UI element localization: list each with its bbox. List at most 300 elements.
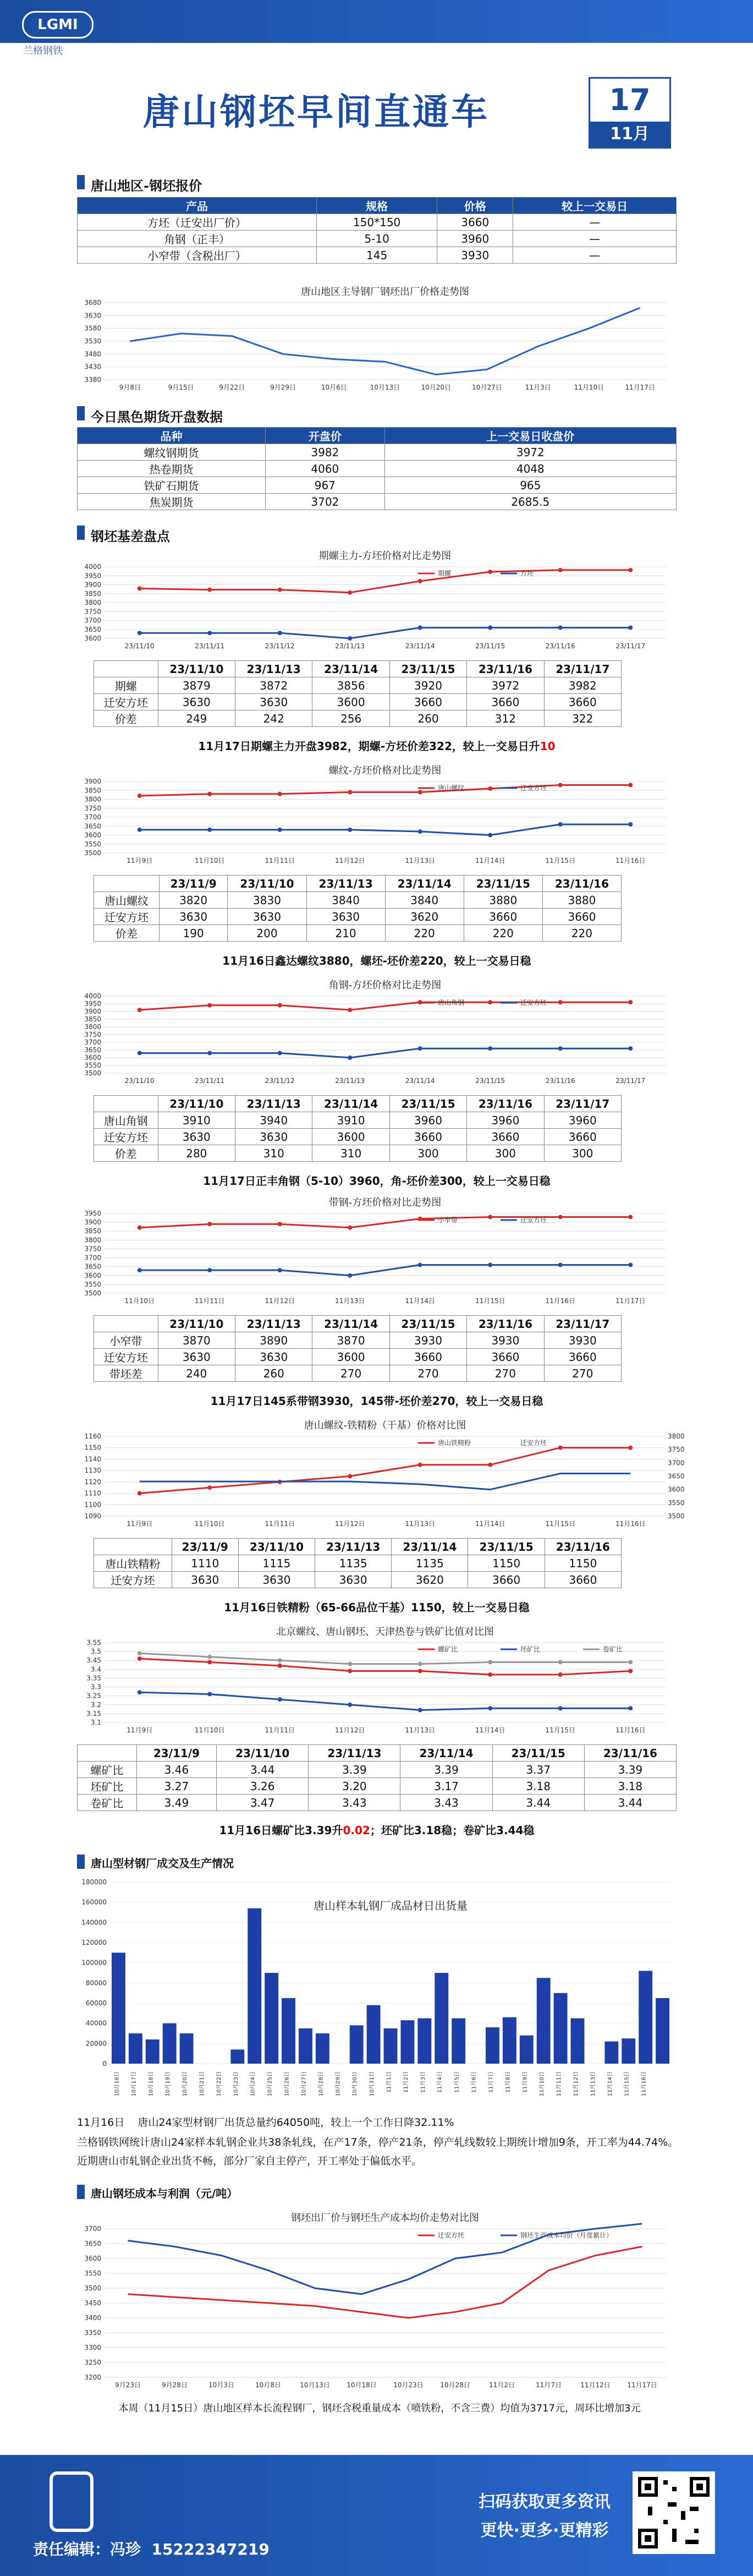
chart-svg bbox=[72, 545, 682, 655]
data-point bbox=[628, 783, 633, 787]
data-point bbox=[278, 1697, 282, 1702]
x-tick-label: 11月14日 bbox=[405, 1297, 436, 1305]
x-tick-label: 11月13日 bbox=[405, 1726, 436, 1734]
x-tick-label: 11月12日 bbox=[265, 1297, 295, 1305]
data-point bbox=[207, 1692, 212, 1696]
x-tick-label: 11月12日 bbox=[573, 2071, 579, 2097]
data-point bbox=[138, 794, 142, 798]
data-point bbox=[138, 828, 142, 832]
y-tick-label: 1150 bbox=[84, 1443, 101, 1452]
x-tick-label: 11月14日 bbox=[475, 1726, 505, 1734]
bar bbox=[248, 1908, 261, 2064]
x-tick-label: 11月14日 bbox=[475, 857, 505, 865]
chart-rebar-futures-vs-billet bbox=[72, 545, 682, 655]
x-tick-label: 10月13日 bbox=[300, 2381, 330, 2389]
y-tick-label: 3430 bbox=[84, 363, 101, 371]
data-point bbox=[138, 1690, 142, 1694]
x-tick-label: 10月27日 bbox=[472, 384, 502, 391]
x-tick-label: 10月23日 bbox=[393, 2381, 424, 2389]
x-tick-label: 11月12日 bbox=[334, 1726, 365, 1734]
x-tick-label: 9月15日 bbox=[168, 384, 194, 391]
logo: LGMI bbox=[22, 11, 94, 39]
series-line bbox=[140, 1659, 631, 1675]
legend-label: 迁安方坯 bbox=[520, 1439, 547, 1447]
y-tick-label: 180000 bbox=[81, 1878, 107, 1886]
section-marker bbox=[77, 1855, 85, 1869]
y-tick-label: 1140 bbox=[84, 1455, 101, 1463]
bar bbox=[554, 1993, 568, 2064]
legend-label: 小窄带 bbox=[438, 1216, 458, 1224]
chart-title: 角钢-方坯价格对比走势图 bbox=[328, 980, 442, 991]
x-tick-label: 11月16日 bbox=[641, 2071, 647, 2097]
date-day: 17 bbox=[609, 83, 651, 117]
data-point bbox=[558, 783, 563, 787]
y-tick-label: 3750 bbox=[84, 608, 101, 616]
data-point bbox=[418, 790, 422, 795]
data-point bbox=[278, 828, 282, 832]
chart-shipments bbox=[72, 1871, 682, 2108]
data-point bbox=[628, 1000, 633, 1004]
chart-title: 螺纹-方坯价格对比走势图 bbox=[328, 765, 442, 776]
y-tick-label: 3750 bbox=[84, 1031, 101, 1038]
x-tick-label: 11月6日 bbox=[471, 2071, 477, 2093]
data-point bbox=[628, 568, 633, 572]
bar bbox=[503, 2017, 516, 2064]
bar bbox=[571, 2019, 585, 2064]
bar bbox=[282, 1998, 295, 2064]
data-point bbox=[348, 1669, 352, 1673]
y-tick-label: 3700 bbox=[84, 1254, 101, 1262]
chart-title: 唐山样本轧钢厂成品材日出货量 bbox=[314, 1899, 468, 1912]
y-tick-label: 3800 bbox=[84, 795, 101, 803]
data-point bbox=[348, 636, 352, 641]
y-tick-label: 3380 bbox=[84, 376, 101, 384]
data-point bbox=[558, 1672, 563, 1677]
section-title-shipments: 唐山型材钢厂成交及生产情况 bbox=[91, 1857, 234, 1870]
series-line bbox=[140, 1002, 631, 1010]
x-tick-label: 10月3日 bbox=[208, 2381, 234, 2389]
data-point bbox=[138, 1656, 142, 1661]
data-point bbox=[418, 1463, 422, 1467]
y-tick-label: 3650 bbox=[84, 1262, 101, 1271]
x-tick-label: 9月8日 bbox=[119, 384, 141, 391]
data-point bbox=[418, 1669, 422, 1673]
section-title-billet-quotes: 唐山地区-钢坯报价 bbox=[91, 178, 202, 194]
x-tick-label: 11月10日 bbox=[539, 2071, 546, 2097]
x-tick-label: 23/11/12 bbox=[265, 1077, 295, 1085]
section-title-basis: 钢坯基差盘点 bbox=[91, 529, 170, 544]
y-tick-label: 3650 bbox=[84, 2240, 101, 2247]
y-tick-label: 0 bbox=[102, 2060, 107, 2068]
x-tick-label: 11月15日 bbox=[545, 857, 576, 865]
x-tick-label: 23/11/11 bbox=[195, 1077, 225, 1085]
legend-label: 唐山角钢 bbox=[438, 999, 465, 1007]
y-tick-label: 3500 bbox=[84, 1289, 101, 1297]
x-tick-label: 11月10日 bbox=[194, 1520, 225, 1528]
y-tick-label: 3.45 bbox=[86, 1656, 101, 1665]
data-point bbox=[418, 1046, 422, 1051]
y-tick-label: 3480 bbox=[84, 350, 101, 358]
x-tick-label: 11月11日 bbox=[265, 1520, 295, 1528]
y-tick-label: 3800 bbox=[84, 1236, 101, 1244]
y-tick-label: 100000 bbox=[81, 1959, 107, 1967]
bar bbox=[163, 2023, 177, 2064]
y-tick-label: 3.2 bbox=[90, 1700, 101, 1709]
y-tick-label: 3200 bbox=[84, 2373, 101, 2381]
x-tick-label: 23/11/15 bbox=[475, 1077, 505, 1085]
x-tick-label: 10月23日 bbox=[233, 2071, 239, 2097]
x-tick-label: 11月12日 bbox=[580, 2381, 611, 2389]
x-tick-label: 11月2日 bbox=[489, 2381, 515, 2389]
chart-title: 钢坯出厂价与钢坯生产成本均价走势对比图 bbox=[291, 2212, 479, 2224]
data-point bbox=[488, 1215, 492, 1219]
data-point bbox=[628, 626, 633, 630]
data-point bbox=[558, 822, 563, 827]
y-tick-label: 3.25 bbox=[86, 1692, 101, 1700]
y2-tick-label: 3600 bbox=[668, 1485, 685, 1494]
x-tick-label: 11月11日 bbox=[556, 2071, 563, 2097]
y-tick-label: 3350 bbox=[84, 2329, 101, 2337]
data-point bbox=[138, 586, 142, 590]
y-tick-label: 160000 bbox=[81, 1898, 107, 1906]
x-tick-label: 11月13日 bbox=[405, 857, 436, 865]
y-tick-label: 3950 bbox=[84, 1210, 101, 1217]
x-tick-label: 9月23日 bbox=[115, 2381, 141, 2389]
chart-ratio-compare bbox=[72, 1621, 682, 1739]
data-point bbox=[207, 1655, 212, 1659]
y-tick-label: 3800 bbox=[84, 1023, 101, 1031]
x-tick-label: 10月18日 bbox=[148, 2071, 155, 2097]
legend-label: 迁安方坯 bbox=[520, 999, 547, 1007]
y-tick-label: 3850 bbox=[84, 1015, 101, 1023]
y-tick-label: 1100 bbox=[84, 1501, 101, 1509]
data-point bbox=[348, 790, 352, 795]
y2-tick-label: 3700 bbox=[668, 1459, 685, 1467]
y-tick-label: 3550 bbox=[84, 1062, 101, 1069]
bar bbox=[435, 1973, 448, 2064]
section-marker bbox=[77, 526, 85, 540]
data-point bbox=[348, 828, 352, 832]
legend-label: 期螺 bbox=[438, 570, 452, 577]
bar bbox=[350, 2025, 364, 2064]
chart-svg bbox=[72, 286, 682, 396]
y2-tick-label: 3500 bbox=[668, 1512, 685, 1520]
x-tick-label: 11月11日 bbox=[194, 1297, 225, 1305]
data-point bbox=[348, 1226, 352, 1230]
data-point bbox=[418, 579, 422, 583]
y-tick-label: 3680 bbox=[84, 299, 101, 307]
data-point bbox=[558, 1706, 563, 1710]
x-tick-label: 11月14日 bbox=[475, 1520, 505, 1528]
section-marker bbox=[77, 406, 85, 420]
y-tick-label: 3.15 bbox=[86, 1709, 101, 1718]
data-point bbox=[348, 590, 352, 595]
x-tick-label: 11月3日 bbox=[525, 384, 551, 391]
y-tick-label: 1110 bbox=[84, 1489, 101, 1497]
data-point bbox=[628, 1660, 633, 1664]
data-point bbox=[558, 1446, 563, 1450]
x-tick-label: 11月15日 bbox=[545, 1726, 576, 1734]
y-tick-label: 3750 bbox=[84, 804, 101, 812]
x-tick-label: 23/11/14 bbox=[405, 1077, 435, 1085]
x-tick-label: 11月17日 bbox=[615, 1297, 646, 1305]
table-ore-billet: 23/11/9 23/11/10 23/11/13 23/11/14 23/11/15 23/11/16 唐山铁精粉 1110 1115 1135 1135 1150 1150 迁安方坯 3630 3630 3630 3620 3660 3660 bbox=[94, 1538, 622, 1588]
x-tick-label: 10月21日 bbox=[199, 2071, 205, 2097]
legend-label: 迁安方坯 bbox=[520, 784, 547, 792]
x-tick-label: 11月10日 bbox=[124, 1297, 155, 1305]
y2-tick-label: 3750 bbox=[668, 1446, 685, 1454]
y-tick-label: 3250 bbox=[84, 2359, 101, 2366]
data-point bbox=[488, 786, 492, 791]
bar bbox=[180, 2033, 194, 2064]
y-tick-label: 3700 bbox=[84, 616, 101, 625]
data-point bbox=[138, 631, 142, 635]
table-rebar-billet: 23/11/9 23/11/10 23/11/13 23/11/14 23/11/15 23/11/16 唐山螺纹 3820 3830 3840 3840 3880 3880 迁安方坯 3630 3630 3630 3620 3660 3660 价差 190 200 210 220 220 220 bbox=[94, 875, 622, 942]
data-point bbox=[348, 1474, 352, 1479]
y-tick-label: 3850 bbox=[84, 1227, 101, 1235]
x-tick-label: 11月13日 bbox=[590, 2071, 596, 2097]
data-point bbox=[348, 1273, 352, 1278]
page-title: 唐山钢坯早间直通车 bbox=[143, 90, 490, 133]
data-point bbox=[207, 1222, 212, 1226]
y-tick-label: 3550 bbox=[84, 1280, 101, 1288]
data-point bbox=[278, 1664, 282, 1668]
billet-quote-table: 产品 规格 价格 较上一交易日 方坯（迁安出厂价） 150*150 3660 — 角钢（正丰） 5-10 3960 — 小窄带（含税出厂） 145 3930 — bbox=[77, 197, 677, 264]
x-tick-label: 10月19日 bbox=[165, 2071, 172, 2097]
legend-label: 螺矿比 bbox=[438, 1645, 458, 1653]
y2-tick-label: 3800 bbox=[668, 1432, 685, 1440]
x-tick-label: 11月16日 bbox=[615, 1726, 646, 1734]
bar bbox=[622, 2038, 635, 2064]
y-tick-label: 3850 bbox=[84, 589, 101, 598]
y-tick-label: 3550 bbox=[84, 840, 101, 848]
x-tick-label: 10月6日 bbox=[321, 384, 347, 391]
y-tick-label: 3900 bbox=[84, 1008, 101, 1015]
bar bbox=[537, 1978, 551, 2064]
shipment-summary: 11月16日 唐山24家型材钢厂出货总量约64050吨，较上一个工作日降32.11% bbox=[77, 2116, 454, 2129]
data-point bbox=[138, 1268, 142, 1272]
data-point bbox=[207, 631, 212, 635]
section-title-futures: 今日黑色期货开盘数据 bbox=[91, 409, 223, 425]
chart-angle-vs-billet bbox=[72, 974, 682, 1090]
x-tick-label: 23/11/16 bbox=[545, 642, 575, 650]
chart-billet-price-trend bbox=[72, 286, 682, 396]
x-tick-label: 11月16日 bbox=[545, 1297, 576, 1305]
y2-tick-label: 3550 bbox=[668, 1498, 685, 1507]
bar bbox=[656, 1998, 669, 2064]
x-tick-label: 11月17日 bbox=[625, 384, 655, 391]
x-tick-label: 10月20日 bbox=[182, 2071, 189, 2097]
series-line bbox=[128, 2246, 642, 2318]
x-tick-label: 11月10日 bbox=[194, 857, 225, 865]
x-tick-label: 11月4日 bbox=[437, 2071, 443, 2093]
legend-label: 唐山铁精粉 bbox=[438, 1439, 471, 1447]
x-tick-label: 11月12日 bbox=[334, 1520, 365, 1528]
x-tick-label: 11月11日 bbox=[265, 1726, 295, 1734]
y-tick-label: 3500 bbox=[84, 2284, 101, 2292]
table-ratios: 23/11/9 23/11/10 23/11/13 23/11/14 23/11/15 23/11/16 螺矿比 3.46 3.44 3.39 3.39 3.37 3.39 坯矿比 3.27 3.26 3.20 3.17 3.18 3.18 卷矿比 3.49 3.47 3.43 3.43 3.44 3.44 bbox=[77, 1744, 677, 1811]
series-line bbox=[140, 1692, 631, 1710]
y-tick-label: 3900 bbox=[84, 1218, 101, 1227]
y-tick-label: 3550 bbox=[84, 2269, 101, 2277]
x-tick-label: 11月9日 bbox=[127, 1726, 153, 1734]
data-point bbox=[278, 792, 282, 796]
x-tick-label: 23/11/14 bbox=[405, 642, 435, 650]
x-tick-label: 11月10日 bbox=[194, 1726, 225, 1734]
note-ratios: 11月16日螺矿比3.39升0.02；坯矿比3.18稳；卷矿比3.44稳 bbox=[219, 1824, 535, 1837]
x-tick-label: 11月16日 bbox=[615, 857, 646, 865]
bar bbox=[299, 2028, 312, 2064]
note-rebar-billet: 11月16日鑫达螺纹3880，螺坯-坯价差220，较上一交易日稳 bbox=[222, 954, 531, 967]
y-tick-label: 1120 bbox=[84, 1478, 101, 1486]
y-tick-label: 1160 bbox=[84, 1432, 101, 1440]
y-tick-label: 3650 bbox=[84, 822, 101, 830]
x-tick-label: 23/11/13 bbox=[335, 1077, 365, 1085]
chart-svg bbox=[72, 974, 682, 1090]
x-tick-label: 23/11/17 bbox=[615, 642, 646, 650]
y-tick-label: 3300 bbox=[84, 2344, 101, 2351]
data-point bbox=[418, 829, 422, 834]
bar bbox=[112, 1952, 125, 2064]
data-point bbox=[138, 1226, 142, 1230]
data-point bbox=[558, 1046, 563, 1051]
data-point bbox=[207, 1268, 212, 1272]
note-ore: 11月16日铁精粉（65-66品位干基）1150，较上一交易日稳 bbox=[224, 1601, 530, 1614]
x-tick-label: 10月16日 bbox=[114, 2071, 120, 2097]
y-tick-label: 3950 bbox=[84, 1000, 101, 1008]
x-tick-label: 23/11/10 bbox=[124, 1077, 155, 1085]
y-tick-label: 3700 bbox=[84, 813, 101, 821]
y-tick-label: 3900 bbox=[84, 581, 101, 589]
x-tick-label: 10月22日 bbox=[216, 2071, 222, 2097]
data-point bbox=[558, 1215, 563, 1219]
data-point bbox=[278, 631, 282, 635]
data-point bbox=[488, 833, 492, 838]
y-tick-label: 1130 bbox=[84, 1467, 101, 1475]
x-tick-label: 11月8日 bbox=[505, 2071, 512, 2093]
bar bbox=[639, 1971, 652, 2064]
y-tick-label: 120000 bbox=[81, 1939, 107, 1946]
data-point bbox=[558, 1000, 563, 1004]
data-point bbox=[278, 1051, 282, 1055]
data-point bbox=[278, 1268, 282, 1272]
bar bbox=[146, 2039, 160, 2064]
x-tick-label: 23/11/16 bbox=[545, 1077, 575, 1085]
x-tick-label: 11月7日 bbox=[488, 2071, 494, 2093]
futures-table: 品种 开盘价 上一交易日收盘价 螺纹钢期货 3982 3972 热卷期货 4060 4048 铁矿石期货 967 965 焦炭期货 3702 2685.5 bbox=[77, 427, 677, 510]
x-tick-label: 10月29日 bbox=[335, 2071, 342, 2097]
data-point bbox=[558, 626, 563, 630]
bar bbox=[452, 2019, 465, 2064]
x-tick-label: 23/11/10 bbox=[124, 642, 155, 650]
header bbox=[0, 0, 753, 165]
chart-title: 唐山地区主导钢厂钢坯出厂价格走势图 bbox=[301, 286, 469, 298]
x-tick-label: 11月9日 bbox=[127, 857, 153, 865]
data-point bbox=[628, 822, 633, 827]
legend-label: 方坯 bbox=[520, 570, 534, 577]
y-tick-label: 60000 bbox=[85, 1999, 107, 2007]
bar bbox=[129, 2033, 142, 2064]
y2-tick-label: 3650 bbox=[668, 1472, 685, 1480]
qr-pattern bbox=[636, 2475, 712, 2551]
data-point bbox=[418, 1262, 422, 1267]
data-point bbox=[628, 1446, 633, 1450]
date-month: 11月 bbox=[590, 122, 669, 147]
qr-code-icon[interactable] bbox=[633, 2471, 715, 2554]
x-tick-label: 10月17日 bbox=[131, 2071, 138, 2097]
x-tick-label: 11月10日 bbox=[574, 384, 604, 391]
data-point bbox=[488, 1262, 492, 1267]
y-tick-label: 3500 bbox=[84, 849, 101, 857]
data-point bbox=[207, 1485, 212, 1490]
data-point bbox=[278, 1222, 282, 1226]
data-point bbox=[488, 1672, 492, 1677]
y-tick-label: 20000 bbox=[85, 2039, 107, 2048]
y-tick-label: 3.35 bbox=[86, 1674, 101, 1682]
y-tick-label: 3650 bbox=[84, 625, 101, 633]
y-tick-label: 3700 bbox=[84, 2225, 101, 2233]
cost-summary: 本周（11月15日）唐山地区样本长流程钢厂，钢坯含税重量成本（喷铁粉，不含三费）均值为3717元，周环比增加3元 bbox=[118, 2403, 641, 2414]
note-angle-billet: 11月17日正丰角钢（5-10）3960，角-坯价差300，较上一交易日稳 bbox=[203, 1174, 551, 1188]
data-point bbox=[278, 1003, 282, 1008]
y-tick-label: 3.55 bbox=[86, 1639, 101, 1647]
data-point bbox=[418, 1708, 422, 1712]
x-tick-label: 10月28日 bbox=[318, 2071, 325, 2097]
y-tick-label: 3950 bbox=[84, 572, 101, 580]
y-tick-label: 140000 bbox=[81, 1918, 107, 1927]
legend-label: 钢坯生产成本均价（月度累计） bbox=[520, 2232, 613, 2239]
y-tick-label: 3800 bbox=[84, 599, 101, 606]
legend-label: 迁安方坯 bbox=[520, 1216, 547, 1224]
y-tick-label: 3900 bbox=[84, 778, 101, 785]
x-tick-label: 11月5日 bbox=[454, 2071, 460, 2093]
y-tick-label: 3.4 bbox=[90, 1665, 101, 1673]
data-point bbox=[488, 1660, 492, 1664]
chart-svg bbox=[72, 1191, 682, 1310]
legend-label: 迁安方坯 bbox=[438, 2232, 465, 2239]
x-tick-label: 11月17日 bbox=[627, 2381, 657, 2389]
data-point bbox=[488, 1046, 492, 1051]
x-tick-label: 10月26日 bbox=[284, 2071, 290, 2097]
x-tick-label: 10月24日 bbox=[250, 2071, 256, 2097]
mill-status-summary: 兰格钢铁网统计唐山24家样本轧钢企业共38条轧线，在产17条，停产21条，停产轧线数较上期统计增加9条，开工率为44.74%。近期唐山市轧钢企业出货不畅，部分厂家自主停产，开工率处于偏低水平。 bbox=[77, 2136, 679, 2167]
chart-strip-vs-billet bbox=[72, 1191, 682, 1310]
x-tick-label: 11月1日 bbox=[386, 2071, 392, 2093]
y-tick-label: 3600 bbox=[84, 2255, 101, 2262]
x-tick-label: 11月15日 bbox=[624, 2071, 630, 2097]
bar bbox=[520, 2036, 534, 2064]
chart-ore-vs-billet bbox=[72, 1414, 685, 1533]
data-point bbox=[488, 570, 492, 574]
data-point bbox=[418, 1662, 422, 1666]
bar bbox=[417, 2019, 431, 2064]
bar bbox=[265, 1973, 278, 2064]
y-tick-label: 3450 bbox=[84, 2299, 101, 2307]
data-point bbox=[207, 1660, 212, 1664]
y-tick-label: 40000 bbox=[85, 2019, 107, 2027]
section-marker bbox=[77, 2185, 85, 2199]
chart-rebar-vs-billet bbox=[72, 759, 682, 869]
x-tick-label: 11月13日 bbox=[405, 1520, 436, 1528]
x-tick-label: 9月28日 bbox=[162, 2381, 188, 2389]
chart-title: 期螺主力-方坯价格对比走势图 bbox=[318, 550, 452, 562]
bar bbox=[400, 2020, 414, 2064]
x-tick-label: 23/11/11 bbox=[195, 642, 225, 650]
x-tick-label: 10月31日 bbox=[369, 2071, 376, 2097]
x-tick-label: 11月14日 bbox=[607, 2071, 613, 2097]
x-tick-label: 10月25日 bbox=[267, 2071, 273, 2097]
data-point bbox=[207, 828, 212, 832]
